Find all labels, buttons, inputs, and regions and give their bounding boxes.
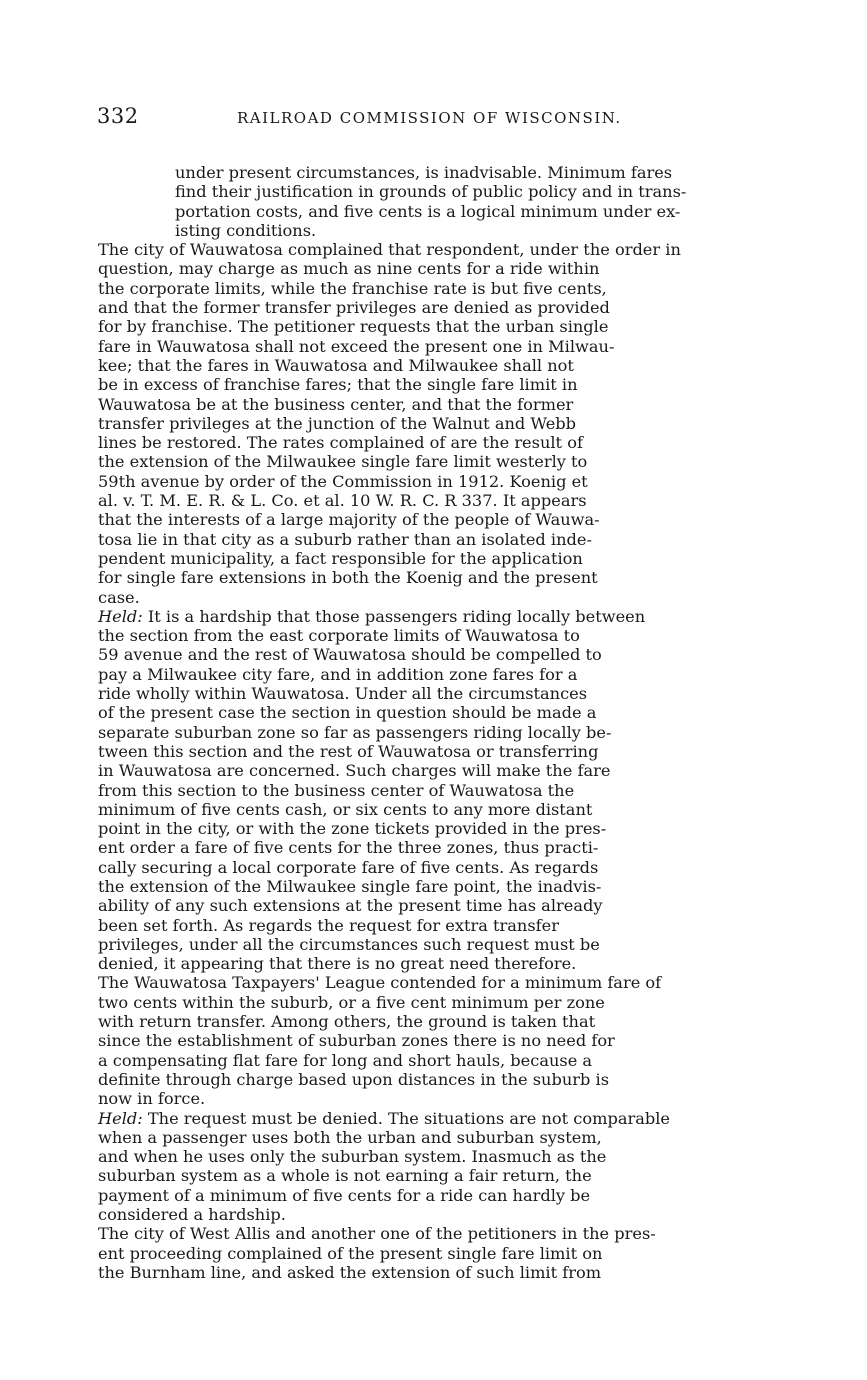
text-line [98, 240, 753, 260]
text-line [98, 510, 753, 530]
line-text: tween this section and the rest of Wauwatosa or transferring [98, 741, 599, 761]
paragraph [0, 163, 753, 240]
document-body [0, 163, 867, 1282]
line-text: The Wauwatosa Taxpayers' League contended for a minimum fare of [98, 973, 662, 993]
text-line [98, 973, 753, 993]
text-line [175, 182, 753, 201]
text-line [98, 1127, 753, 1147]
text-line [98, 278, 753, 298]
held-label: Held: [98, 1108, 143, 1128]
text-line [98, 954, 753, 974]
line-text: been set forth. As regards the request for extra transfer [98, 915, 559, 935]
line-text: with return transfer. Among others, the ground is taken that [98, 1012, 596, 1032]
text-line [98, 452, 753, 472]
text-line [98, 915, 753, 935]
line-text: two cents within the suburb, or a five cent minimum per zone [98, 992, 605, 1012]
running-head: RAILROAD COMMISSION OF WISCONSIN. [237, 109, 622, 127]
text-line [98, 799, 753, 819]
line-text: privileges, under all the circumstances such request must be [98, 934, 600, 954]
text-line [98, 1012, 753, 1032]
paragraph [0, 973, 753, 1108]
line-text: ent proceeding complained of the present single fare limit on [98, 1243, 603, 1263]
text-line [98, 664, 753, 684]
line-text: 59 avenue and the rest of Wauwatosa should be compelled to [98, 645, 602, 665]
line-text: a compensating flat fare for long and short hauls, because a [98, 1050, 593, 1070]
line-text: The request must be denied. The situations are not comparable [142, 1108, 670, 1128]
text-line [98, 548, 753, 568]
text-line [98, 684, 753, 704]
text-line [98, 934, 753, 954]
line-text: since the establishment of suburban zones there is no need for [98, 1031, 615, 1051]
line-text: lines be restored. The rates complained of are the result of [98, 433, 583, 453]
line-text: in Wauwatosa are concerned. Such charges will make the fare [98, 761, 611, 781]
paragraph [0, 1224, 753, 1282]
text-line [98, 626, 753, 646]
text-line [98, 992, 753, 1012]
paragraph [0, 1109, 753, 1225]
line-text: the extension of the Milwaukee single fare limit westerly to [98, 452, 588, 472]
text-line [98, 1147, 753, 1167]
line-text: Wauwatosa be at the business center, and that the former [98, 394, 574, 414]
text-line [98, 857, 753, 877]
line-text: question, may charge as much as nine cents for a ride within [98, 259, 600, 279]
text-line [98, 606, 753, 626]
line-text: and when he uses only the suburban system. Inasmuch as the [98, 1147, 607, 1167]
line-text: the corporate limits, while the franchise rate is but five cents, [98, 278, 607, 298]
line-text: denied, it appearing that there is no great need therefore. [98, 954, 577, 974]
text-line [175, 202, 753, 221]
line-text: isting conditions. [175, 220, 317, 240]
text-line [98, 413, 753, 433]
text-line [98, 568, 753, 588]
line-text: and that the former transfer privileges are denied as provided [98, 298, 610, 318]
line-text: It is a hardship that those passengers riding locally between [142, 606, 646, 626]
text-line [175, 221, 753, 240]
held-label: Held: [98, 606, 143, 626]
text-line [98, 1089, 753, 1109]
line-text: transfer privileges at the junction of the Walnut and Webb [98, 413, 577, 433]
line-text: from this section to the business center of Wauwatosa the [98, 780, 575, 800]
line-text: point in the city, or with the zone tickets provided in the pres- [98, 819, 607, 839]
line-text: the extension of the Milwaukee single fare point, the inadvis- [98, 876, 602, 896]
line-text: portation costs, and five cents is a logical minimum under ex- [175, 201, 681, 221]
line-text: under present circumstances, is inadvisable. Minimum fares [175, 163, 673, 182]
line-text: suburban system as a whole is not earning a fair return, the [98, 1166, 592, 1186]
text-line [98, 761, 753, 781]
paragraph [0, 607, 753, 974]
text-line [98, 355, 753, 375]
text-line [98, 1243, 753, 1263]
text-line [98, 1205, 753, 1225]
text-line [98, 259, 753, 279]
line-text: tosa lie in that city as a suburb rather than an isolated inde- [98, 529, 592, 549]
line-text: that the interests of a large majority of the people of Wauwa- [98, 510, 600, 530]
text-line [98, 1108, 753, 1128]
line-text: pendent municipality, a fact responsible for the application [98, 548, 583, 568]
text-line [98, 1069, 753, 1089]
text-line [98, 491, 753, 511]
text-line [98, 1262, 753, 1282]
line-text: cally securing a local corporate fare of five cents. As regards [98, 857, 599, 877]
text-line [98, 317, 753, 337]
line-text: for by franchise. The petitioner requests that the urban single [98, 317, 609, 337]
text-line [98, 1224, 753, 1244]
line-text: of the present case the section in question should be made a [98, 703, 597, 723]
text-line [98, 529, 753, 549]
line-text: find their justification in grounds of public policy and in trans- [175, 182, 687, 202]
text-line [175, 163, 753, 182]
line-text: kee; that the fares in Wauwatosa and Milwaukee shall not [98, 355, 574, 375]
text-line [98, 433, 753, 453]
paragraph [0, 240, 753, 607]
line-text: pay a Milwaukee city fare, and in addition zone fares for a [98, 664, 578, 684]
line-text: be in excess of franchise fares; that the single fare limit in [98, 375, 578, 395]
page-header [97, 104, 767, 134]
text-line [98, 1185, 753, 1205]
line-text: ride wholly within Wauwatosa. Under all the circumstances [98, 684, 588, 704]
text-line [98, 876, 753, 896]
text-line [98, 298, 753, 318]
text-line [98, 780, 753, 800]
text-line [98, 336, 753, 356]
line-text: payment of a minimum of five cents for a ride can hardly be [98, 1185, 591, 1205]
line-text: definite through charge based upon distances in the suburb is [98, 1069, 610, 1089]
line-text: case. [98, 587, 140, 607]
line-text: considered a hardship. [98, 1205, 286, 1225]
text-line [98, 1166, 753, 1186]
line-text: when a passenger uses both the urban and suburban system, [98, 1127, 602, 1147]
text-line [98, 819, 753, 839]
text-line [98, 741, 753, 761]
text-line [98, 896, 753, 916]
page-number: 332 [97, 104, 139, 128]
text-line [98, 703, 753, 723]
text-line [98, 587, 753, 607]
line-text: ent order a fare of five cents for the three zones, thus practi- [98, 838, 599, 858]
line-text: The city of Wauwatosa complained that respondent, under the order in [98, 240, 681, 260]
text-line [98, 375, 753, 395]
line-text: al. v. T. M. E. R. & L. Co. et al. 10 W. R. C. R 337. It appears [98, 491, 587, 511]
line-text: fare in Wauwatosa shall not exceed the present one in Milwau- [98, 336, 615, 356]
line-text: minimum of five cents cash, or six cents to any more distant [98, 799, 593, 819]
line-text: The city of West Allis and another one of the petitioners in the pres- [98, 1224, 656, 1244]
line-text: separate suburban zone so far as passengers riding locally be- [98, 722, 612, 742]
line-text: for single fare extensions in both the Koenig and the present [98, 568, 598, 588]
text-line [98, 645, 753, 665]
text-line [98, 1050, 753, 1070]
line-text: ability of any such extensions at the present time has already [98, 896, 603, 916]
text-line [98, 471, 753, 491]
text-line [98, 1031, 753, 1051]
text-line [98, 722, 753, 742]
text-line [98, 838, 753, 858]
text-line [98, 394, 753, 414]
line-text: 59th avenue by order of the Commission in 1912. Koenig et [98, 471, 588, 491]
line-text: the section from the east corporate limits of Wauwatosa to [98, 626, 580, 646]
line-text: the Burnham line, and asked the extension of such limit from [98, 1262, 602, 1282]
line-text: now in force. [98, 1089, 206, 1109]
